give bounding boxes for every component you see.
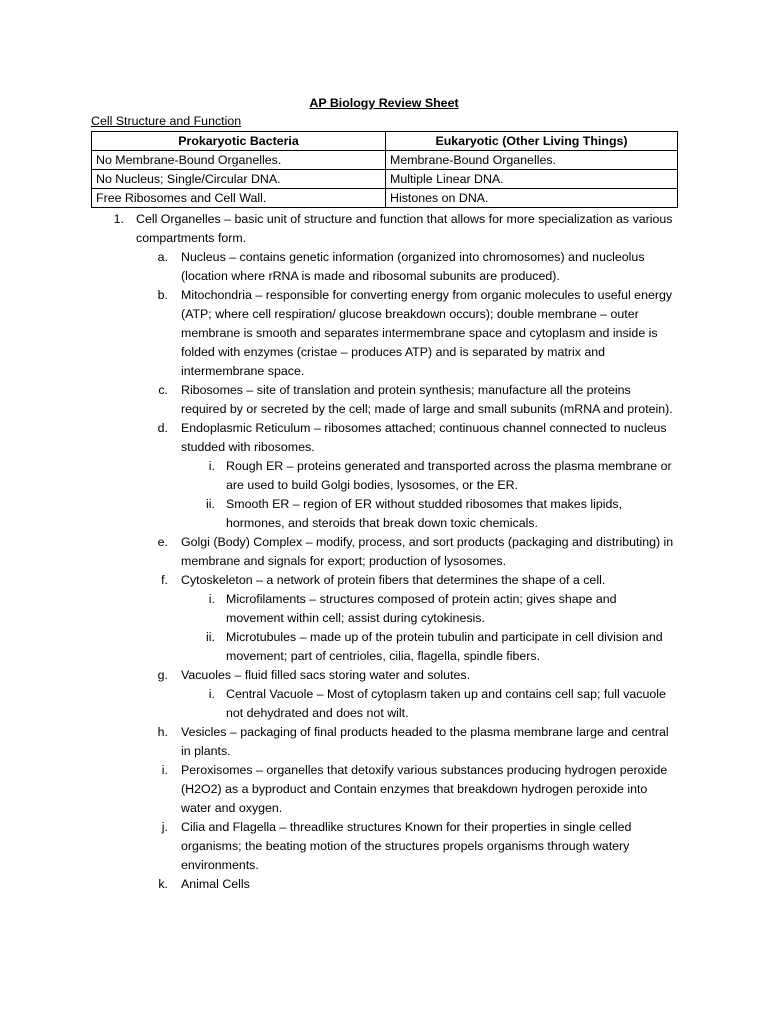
list-marker: ii. (206, 497, 215, 511)
list-item-text: Smooth ER – region of ER without studded ribosomes that makes lipids, hormones, and steroids that break down toxic chemicals. (226, 497, 623, 530)
list-item (0, 210, 768, 248)
list-item-text: Golgi (Body) Complex – modify, process, and sort products (packaging and distributing) in membrane and signals for export; production of lysosomes. (181, 535, 674, 568)
list-item-text: Microfilaments – structures composed of protein actin; gives shape and movement within cell; assist during cytokinesis. (226, 592, 617, 625)
section-heading: Cell Structure and Function (91, 114, 242, 128)
list-marker: ii. (206, 630, 215, 644)
list-item-text: Cell Organelles – basic unit of structure and function that allows for more specialization as various compartments form. (136, 212, 673, 245)
table-row (92, 189, 678, 208)
list-marker: e. (157, 535, 168, 549)
list-item-text: Cilia and Flagella – threadlike structures Known for their properties in single celled organisms; the beating motion of the structures propels organisms through watery environments. (181, 820, 632, 872)
list-item (0, 457, 768, 495)
list-marker: c. (158, 383, 168, 397)
list-item (0, 590, 768, 628)
list-item-text: Vesicles – packaging of final products headed to the plasma membrane large and central in plants. (181, 725, 669, 758)
list-item-text: Endoplasmic Reticulum – ribosomes attached; continuous channel connected to nucleus studded with ribosomes. (181, 421, 667, 454)
list-item (0, 419, 768, 457)
list-item-text: Microtubules – made up of the protein tubulin and participate in cell division and movement; part of centrioles, cilia, flagella, spindle fibers. (226, 630, 663, 663)
list-item-text: Nucleus – contains genetic information (organized into chromosomes) and nucleolus (location where rRNA is made and ribosomal subunits are produced). (181, 250, 645, 283)
list-marker: i. (161, 763, 168, 777)
list-marker: a. (157, 250, 168, 264)
table-cell: Membrane-Bound Organelles. (386, 151, 678, 170)
list-item-text: Vacuoles – fluid filled sacs storing water and solutes. (181, 668, 471, 682)
table-header-eukaryotic: Eukaryotic (Other Living Things) (386, 132, 678, 151)
list-item (0, 818, 768, 875)
table-cell: Multiple Linear DNA. (386, 170, 678, 189)
list-item-text: Peroxisomes – organelles that detoxify various substances producing hydrogen peroxide (H2O2) as a byproduct and Contain enzymes that breakdown hydrogen peroxide into water and oxygen. (181, 763, 668, 815)
list-item (0, 723, 768, 761)
list-marker: j. (161, 820, 168, 834)
list-item (0, 685, 768, 723)
list-item (0, 495, 768, 533)
list-marker: i. (208, 459, 215, 473)
table-row (92, 151, 678, 170)
list-marker: k. (158, 877, 168, 891)
table-header-prokaryotic: Prokaryotic Bacteria (92, 132, 386, 151)
list-marker: b. (157, 288, 168, 302)
list-item (0, 381, 768, 419)
list-item (0, 666, 768, 685)
list-marker: d. (157, 421, 168, 435)
outline-list (0, 210, 768, 894)
list-marker: i. (208, 687, 215, 701)
table-cell: Histones on DNA. (386, 189, 678, 208)
list-item (0, 533, 768, 571)
table-row (92, 170, 678, 189)
list-item-text: Ribosomes – site of translation and protein synthesis; manufacture all the proteins required by or secreted by the cell; made of large and small subunits (mRNA and protein). (181, 383, 673, 416)
list-item-text: Mitochondria – responsible for converting energy from organic molecules to useful energy (ATP; where cell respiration/ glucose breakdown occurs); double membrane – outer membrane is smooth and separates intermembrane space and cytoplasm and inside is folded with enzymes (cristae – produces ATP) and is separated by matrix and intermembrane space. (181, 288, 673, 378)
list-item (0, 248, 768, 286)
list-marker: i. (208, 592, 215, 606)
page-title: AP Biology Review Sheet (309, 96, 459, 110)
table-cell: No Membrane-Bound Organelles. (92, 151, 386, 170)
list-item (0, 628, 768, 666)
list-marker: f. (161, 573, 168, 587)
list-item-text: Cytoskeleton – a network of protein fibers that determines the shape of a cell. (181, 573, 606, 587)
list-item (0, 286, 768, 381)
list-item-text: Central Vacuole – Most of cytoplasm taken up and contains cell sap; full vacuole not dehydrated and does not wilt. (226, 687, 666, 720)
list-item (0, 875, 768, 894)
list-item-text: Rough ER – proteins generated and transported across the plasma membrane or are used to build Golgi bodies, lysosomes, or the ER. (226, 459, 672, 492)
comparison-table (91, 131, 678, 208)
list-item (0, 761, 768, 818)
list-marker: 1. (113, 212, 124, 226)
list-marker: h. (157, 725, 168, 739)
table-cell: No Nucleus; Single/Circular DNA. (92, 170, 386, 189)
table-header-row (92, 132, 678, 151)
list-item (0, 571, 768, 590)
table-cell: Free Ribosomes and Cell Wall. (92, 189, 386, 208)
list-item-text: Animal Cells (181, 877, 250, 891)
list-marker: g. (157, 668, 168, 682)
